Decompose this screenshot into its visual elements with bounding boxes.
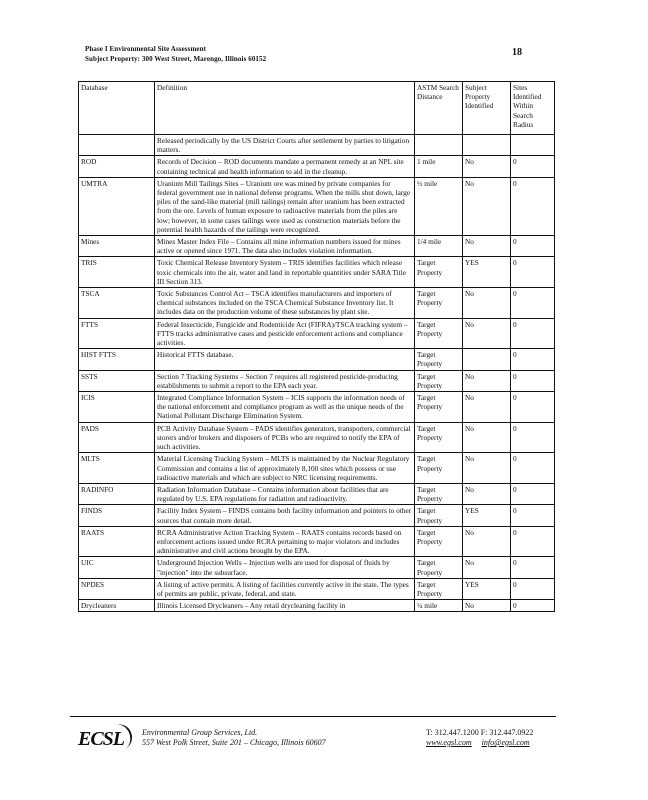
table-row: [79, 177, 555, 235]
cell-definition: Facility Index System – FINDS contains both facility information and pointers to other sources that contain more detail.: [155, 505, 415, 526]
cell-subject-identified: No: [463, 557, 511, 578]
table-row: [79, 135, 555, 156]
table-row: [79, 257, 555, 288]
table-header-row: [79, 82, 555, 135]
cell-subject-identified: [463, 349, 511, 370]
cell-search-distance: Target Property: [415, 370, 463, 391]
cell-subject-identified: [463, 135, 511, 156]
cell-database: SSTS: [79, 370, 155, 391]
table-row: [79, 370, 555, 391]
cell-search-distance: Target Property: [415, 578, 463, 599]
cell-definition: Federal Insecticide, Fungicide and Rodenticide Act (FIFRA)/TSCA tracking system – FTTS tracks administrative cases and pesticide enforcement actions and compliance activities.: [155, 318, 415, 349]
website-link[interactable]: www.egsl.com: [426, 738, 472, 747]
cell-database: RADINFO: [79, 483, 155, 504]
cell-sites-identified: 0: [511, 156, 555, 177]
cell-definition: RCRA Administrative Action Tracking System – RAATS contains records based on enforcement actions issued under RCRA pertaining to major violators and includes administrative and civil actions brought by the EPA.: [155, 526, 415, 557]
cell-subject-identified: No: [463, 483, 511, 504]
cell-definition: Underground Injection Wells – Injection wells are used for disposal of fluids by "injection" into the subsurface.: [155, 557, 415, 578]
cell-search-distance: Target Property: [415, 288, 463, 319]
phone-fax: T: 312.447.1200 F: 312.447.0922: [426, 728, 534, 737]
table-row: [79, 557, 555, 578]
firm-name: Environmental Group Services, Ltd.: [142, 728, 258, 737]
cell-subject-identified: No: [463, 318, 511, 349]
cell-subject-identified: No: [463, 370, 511, 391]
cell-search-distance: 1/4 mile: [415, 236, 463, 257]
cell-sites-identified: 0: [511, 370, 555, 391]
cell-definition: A listing of active permits. A listing of facilities currently active in the state. The types of permits are public, private, federal, and state.: [155, 578, 415, 599]
cell-sites-identified: [511, 135, 555, 156]
table-row: [79, 600, 555, 612]
table-row: [79, 526, 555, 557]
cell-definition: Toxic Substances Control Act – TSCA identifies manufacturers and importers of chemical substances included on the TSCA Chemical Substance Inventory list. It includes data on the production volume of these substances by plant site.: [155, 288, 415, 319]
cell-database: Drycleaners: [79, 600, 155, 612]
table-row: [79, 318, 555, 349]
cell-subject-identified: No: [463, 600, 511, 612]
cell-sites-identified: 0: [511, 483, 555, 504]
cell-database: PADS: [79, 422, 155, 453]
cell-database: Mines: [79, 236, 155, 257]
cell-database: UMTRA: [79, 177, 155, 235]
cell-subject-identified: No: [463, 422, 511, 453]
cell-database: UIC: [79, 557, 155, 578]
table-row: [79, 156, 555, 177]
cell-sites-identified: 0: [511, 526, 555, 557]
company-logo: [78, 724, 126, 754]
col-header-sites: Sites Identified Within Search Radius: [511, 82, 555, 135]
cell-sites-identified: 0: [511, 349, 555, 370]
cell-search-distance: Target Property: [415, 257, 463, 288]
cell-database: ICIS: [79, 392, 155, 423]
cell-search-distance: Target Property: [415, 349, 463, 370]
cell-search-distance: Target Property: [415, 483, 463, 504]
cell-sites-identified: 0: [511, 318, 555, 349]
email-link[interactable]: info@egsl.com: [481, 738, 530, 747]
cell-sites-identified: 0: [511, 288, 555, 319]
cell-subject-identified: No: [463, 236, 511, 257]
cell-search-distance: [415, 135, 463, 156]
cell-sites-identified: 0: [511, 257, 555, 288]
cell-definition: Radiation Information Database – Contains information about facilities that are regulated by U.S. EPA regulations for radiation and radioactivity.: [155, 483, 415, 504]
table-row: [79, 392, 555, 423]
cell-sites-identified: 0: [511, 578, 555, 599]
cell-search-distance: ¼ mile: [415, 600, 463, 612]
cell-definition: Historical FTTS database.: [155, 349, 415, 370]
cell-database: TRIS: [79, 257, 155, 288]
cell-definition: Material Licensing Tracking System – MLTS is maintained by the Nuclear Regulatory Commission and contains a list of approximately 8,100 sites which possess or use radioactive materials and which are subject to NRC licensing requirements.: [155, 453, 415, 484]
page-number: 18: [512, 47, 522, 58]
cell-sites-identified: 0: [511, 557, 555, 578]
table-row: [79, 422, 555, 453]
firm-address: 557 West Polk Street, Suite 201 – Chicago, Illinois 60607: [142, 738, 326, 747]
cell-sites-identified: 0: [511, 392, 555, 423]
cell-definition: Toxic Chemical Release Inventory System – TRIS identifies facilities which release toxic chemicals into the air, water and land in reportable quantities under SARA Title III Section 313.: [155, 257, 415, 288]
cell-sites-identified: 0: [511, 177, 555, 235]
cell-definition: Uranium Mill Tailings Sites – Uranium ore was mined by private companies for federal government use in national defense programs. When the mills shut down, large piles of the sand-like material (mill tailings) remain after uranium has been extracted from the ore. Levels of human exposure to radioactive materials from the piles are low; however, in some cases tailings were used as construction materials before the potential health hazards of the tailings were recognized.: [155, 177, 415, 235]
cell-database: RAATS: [79, 526, 155, 557]
table-row: [79, 349, 555, 370]
cell-definition: PCB Activity Database System – PADS identifies generators, transporters, commercial storers and/or brokers and disposers of PCBs who are required to notify the EPA of such activities.: [155, 422, 415, 453]
table-row: [79, 453, 555, 484]
cell-search-distance: Target Property: [415, 318, 463, 349]
cell-definition: Released periodically by the US District Courts after settlement by parties to litigation matters.: [155, 135, 415, 156]
cell-subject-identified: YES: [463, 505, 511, 526]
cell-search-distance: Target Property: [415, 422, 463, 453]
cell-search-distance: Target Property: [415, 392, 463, 423]
cell-database: MLTS: [79, 453, 155, 484]
logo-text: ECSL: [78, 728, 125, 750]
report-title: Phase I Environmental Site Assessment: [85, 45, 207, 53]
cell-sites-identified: 0: [511, 505, 555, 526]
cell-search-distance: Target Property: [415, 557, 463, 578]
table-row: [79, 483, 555, 504]
cell-sites-identified: 0: [511, 453, 555, 484]
page-header: [85, 44, 545, 64]
cell-database: FINDS: [79, 505, 155, 526]
cell-search-distance: Target Property: [415, 453, 463, 484]
cell-subject-identified: No: [463, 453, 511, 484]
cell-subject-identified: YES: [463, 257, 511, 288]
cell-sites-identified: 0: [511, 236, 555, 257]
contact-info: [426, 728, 533, 748]
col-header-subject: Subject Property Identified: [463, 82, 511, 135]
table-row: [79, 288, 555, 319]
cell-subject-identified: No: [463, 288, 511, 319]
footer-rule: [70, 716, 556, 717]
firm-info: [142, 728, 326, 748]
cell-search-distance: 1 mile: [415, 156, 463, 177]
cell-definition: Mines Master Index File – Contains all mine information numbers issued for mines active or opened since 1971. The data also includes violation information.: [155, 236, 415, 257]
cell-database: FTTS: [79, 318, 155, 349]
cell-subject-identified: No: [463, 392, 511, 423]
cell-database: ROD: [79, 156, 155, 177]
col-header-distance: ASTM Search Distance: [415, 82, 463, 135]
table-row: [79, 236, 555, 257]
cell-definition: Illinois Licensed Drycleaners – Any retail drycleaning facility in: [155, 600, 415, 612]
table-row: [79, 505, 555, 526]
cell-database: TSCA: [79, 288, 155, 319]
subject-property: Subject Property: 300 West Street, Marengo, Illinois 60152: [85, 55, 267, 63]
cell-database: [79, 135, 155, 156]
cell-search-distance: Target Property: [415, 505, 463, 526]
cell-sites-identified: 0: [511, 600, 555, 612]
database-table: [78, 81, 555, 612]
cell-definition: Records of Decision – ROD documents mandate a permanent remedy at an NPL site containing technical and health information to aid in the cleanup.: [155, 156, 415, 177]
cell-subject-identified: No: [463, 526, 511, 557]
cell-search-distance: Target Property: [415, 526, 463, 557]
cell-definition: Integrated Compliance Information System – ICIS supports the information needs of the national enforcement and compliance program as well as the unique needs of the National Pollutant Discharge Elimination System.: [155, 392, 415, 423]
cell-subject-identified: YES: [463, 578, 511, 599]
cell-definition: Section 7 Tracking Systems – Section 7 requires all registered pesticide-producing establishments to submit a report to the EPA each year.: [155, 370, 415, 391]
col-header-definition: Definition: [155, 82, 415, 135]
cell-subject-identified: No: [463, 177, 511, 235]
col-header-database: Database: [79, 82, 155, 135]
table-row: [79, 578, 555, 599]
cell-database: HIST FTTS: [79, 349, 155, 370]
cell-subject-identified: No: [463, 156, 511, 177]
cell-database: NPDES: [79, 578, 155, 599]
cell-sites-identified: 0: [511, 422, 555, 453]
cell-search-distance: ½ mile: [415, 177, 463, 235]
